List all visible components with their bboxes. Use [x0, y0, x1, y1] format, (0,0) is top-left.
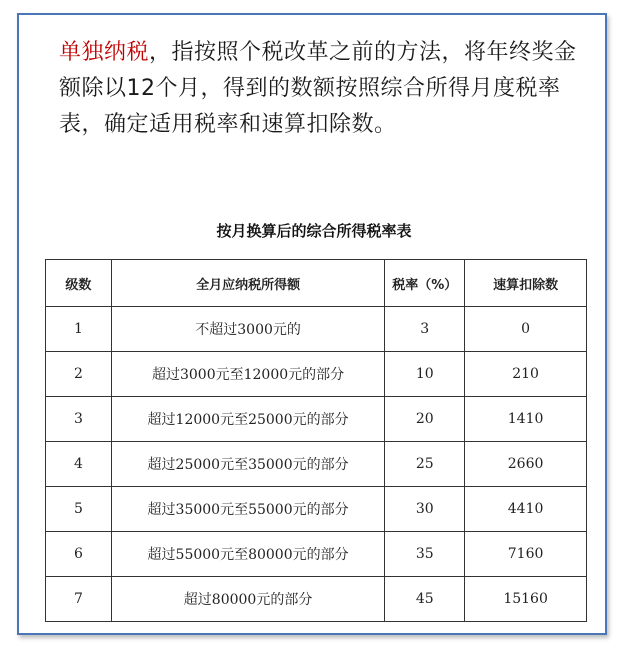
table-row — [46, 307, 587, 352]
cell-rate: 3 — [385, 307, 465, 352]
intro-text: ，指按照个税改革之前的方法，将年终奖金额除以12个月，得到的数额按照综合所得月度税率表，确定适用税率和速算扣除数。 — [59, 40, 577, 137]
cell-deduction: 4410 — [465, 487, 587, 532]
cell-level: 1 — [46, 307, 112, 352]
cell-deduction: 7160 — [465, 532, 587, 577]
cell-deduction: 210 — [465, 352, 587, 397]
cell-deduction: 2660 — [465, 442, 587, 487]
header-income: 全月应纳税所得额 — [111, 260, 384, 307]
cell-level: 2 — [46, 352, 112, 397]
header-rate: 税率（%） — [385, 260, 465, 307]
cell-level: 6 — [46, 532, 112, 577]
cell-income: 超过25000元至35000元的部分 — [111, 442, 384, 487]
cell-income: 不超过3000元的 — [111, 307, 384, 352]
cell-level: 4 — [46, 442, 112, 487]
table-row — [46, 397, 587, 442]
cell-level: 3 — [46, 397, 112, 442]
cell-income: 超过12000元至25000元的部分 — [111, 397, 384, 442]
cell-income: 超过55000元至80000元的部分 — [111, 532, 384, 577]
table-title: 按月换算后的综合所得税率表 — [216, 222, 412, 240]
cell-income: 超过80000元的部分 — [111, 577, 384, 622]
cell-deduction: 0 — [465, 307, 587, 352]
table-row — [46, 487, 587, 532]
cell-rate: 10 — [385, 352, 465, 397]
intro-highlight: 单独纳税 — [59, 40, 150, 65]
table-row — [46, 577, 587, 622]
table-row — [46, 532, 587, 577]
cell-income: 超过35000元至55000元的部分 — [111, 487, 384, 532]
cell-rate: 25 — [385, 442, 465, 487]
cell-rate: 35 — [385, 532, 465, 577]
cell-deduction: 1410 — [465, 397, 587, 442]
cell-rate: 20 — [385, 397, 465, 442]
cell-income: 超过3000元至12000元的部分 — [111, 352, 384, 397]
cell-deduction: 15160 — [465, 577, 587, 622]
tax-rate-table — [45, 259, 587, 622]
table-row — [46, 352, 587, 397]
cell-rate: 30 — [385, 487, 465, 532]
cell-rate: 45 — [385, 577, 465, 622]
header-level: 级数 — [46, 260, 112, 307]
table-header-row — [46, 260, 587, 307]
content-frame — [17, 13, 607, 635]
intro-paragraph — [59, 35, 579, 143]
table-row — [46, 442, 587, 487]
cell-level: 5 — [46, 487, 112, 532]
header-deduction: 速算扣除数 — [465, 260, 587, 307]
cell-level: 7 — [46, 577, 112, 622]
